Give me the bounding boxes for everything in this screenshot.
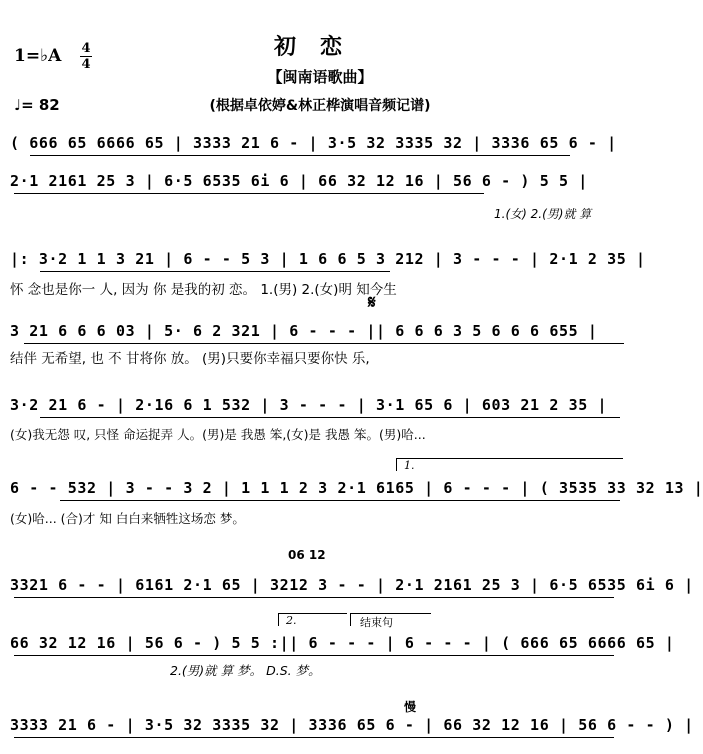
music-line-5: 3·2 21 6 - | 2·16 6 1 532 | 3 - - - | 3·1 65 6 | 603 21 2 35 |	[10, 396, 608, 414]
music-line-4: 3 21 6 6 6 03 | 5· 6 2 321 | 6 - - - || 6 6 6 3 5 6 6 6 655 |	[10, 322, 598, 340]
underline	[14, 597, 614, 598]
lyric-line-8: 2.(男)就 算 梦。 D.S. 梦。	[170, 663, 321, 678]
slow-marking: 慢	[404, 700, 417, 714]
key-signature: 1=♭A	[14, 46, 62, 66]
lyric-line-5: (女)我无怨 叹, 只怪 命运捉弄 人。(男)是 我愚 笨,(女)是 我愚 笨。(男)哈...	[10, 427, 426, 442]
transcription-source: (根据卓依婷&林正桦演唱音频记谱)	[209, 98, 431, 114]
music-line-2: 2·1 2161 25 3 | 6·5 6535 6i 6 | 66 32 12 16 | 56 6 - ) 5 5 |	[10, 172, 588, 190]
underline	[30, 155, 570, 156]
extra-notes: 06 12	[288, 548, 326, 562]
underline	[60, 500, 620, 501]
second-ending-label: 2.	[286, 614, 297, 627]
underline	[40, 271, 390, 272]
first-ending-bracket	[396, 458, 623, 471]
segno-sign: 𝄋	[368, 292, 376, 313]
lyric-line-3: 怀 念也是你一 人, 因为 你 是我的初 恋。 1.(男) 2.(女)明 知今生	[10, 282, 397, 298]
music-line-3: |: 3·2 1 1 3 21 | 6 - - 5 3 | 1 6 6 5 3 212 | 3 - - - | 2·1 2 35 |	[10, 250, 646, 268]
time-denominator: 4	[81, 57, 91, 72]
song-genre: 【闽南语歌曲】	[267, 68, 373, 86]
underline	[40, 417, 620, 418]
time-signature	[80, 42, 92, 71]
music-line-8: 66 32 12 16 | 56 6 - ) 5 5 :|| 6 - - - | 6 - - - | ( 666 65 6666 65 |	[10, 634, 675, 652]
music-line-7: 3321 6 - - | 6161 2·1 65 | 3212 3 - - | 2·1 2161 25 3 | 6·5 6535 6i 6 |	[10, 576, 694, 594]
song-title: 初恋	[273, 34, 366, 60]
underline	[24, 343, 624, 344]
lyric-line-2: 1.(女) 2.(男)就 算	[494, 207, 592, 221]
music-line-6: 6 - - 532 | 3 - - 3 2 | 1 1 1 2 3 2·1 6165 | 6 - - - | ( 3535 33 32 13 |	[10, 479, 703, 497]
music-line-9: 3333 21 6 - | 3·5 32 3335 32 | 3336 65 6 - | 66 32 12 16 | 56 6 - - ) |	[10, 716, 694, 734]
underline	[14, 193, 484, 194]
coda-label: 结束句	[360, 616, 393, 629]
first-ending-label: 1.	[404, 459, 415, 472]
underline	[14, 737, 614, 738]
underline	[14, 655, 614, 656]
lyric-line-6: (女)哈... (合)才 知 白白来牺牲这场恋 梦。	[10, 511, 245, 526]
lyric-line-4: 结伴 无希望, 也 不 甘将你 放。 (男)只要你幸福只要你快 乐,	[10, 351, 370, 367]
time-numerator: 4	[81, 41, 91, 56]
music-line-1: ( 666 65 6666 65 | 3333 21 6 - | 3·5 32 3335 32 | 3336 65 6 - |	[10, 134, 617, 152]
tempo-marking: ♩= 82	[14, 96, 60, 114]
